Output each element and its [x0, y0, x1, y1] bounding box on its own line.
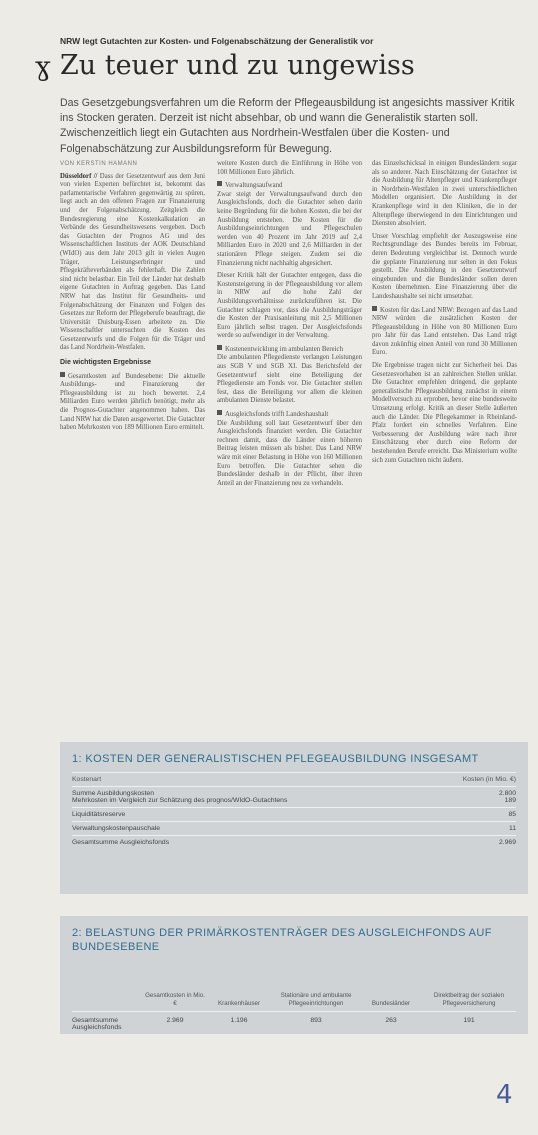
square-bullet-icon	[217, 410, 222, 415]
subheading: Die wichtigsten Ergebnisse	[60, 359, 152, 367]
table-cell: 2.969	[166, 1017, 184, 1024]
article-headline: Zu teuer und zu ungewiss	[60, 50, 415, 81]
bullet-item: Kosten für das Land NRW: Bezogen auf das Land NRW würden die zusätzlichen Kosten der Pflegeausbildung in Höhe von 80 Millionen Euro pro Jahr für das Land entstehen. Das Land trägt davon zukünftig einen Anteil von rund 30 Millionen Euro.	[372, 306, 517, 357]
square-bullet-icon	[372, 306, 377, 311]
table-cell: 191	[463, 1017, 475, 1024]
cost-table	[72, 772, 516, 849]
paragraph: das Einzelschicksal in einigen Bundesländern sogar als so anderer. Nach Einschätzung der Gutachter ist die Ausbildung für Altenpfleger und Krankenpfleger in Nordrhein-Westfalen in zwei unterschiedlichen Modellen organisiert. Die Ausbildung in der Krankenpflege wird in den Kliniken, die in der Altenpflege überwiegend in den Einrichtungen und Diensten absolviert.	[372, 160, 517, 228]
byline: VON KERSTIN HAMANN	[60, 161, 138, 167]
article-lead: Das Gesetzgebungsverfahren um die Reform der Pflegeausbildung ist angesichts massiver Kritik ins Stocken geraten. Derzeit ist nicht absehbar, ob und wann die Generalistik starten soll. Zwischenzeitlich liegt ein Gutachten aus Nordrhein-Westfalen über die Kosten- und Folgenabschätzung zur Ausbildungsreform für Bewegung.	[60, 97, 515, 155]
article-column-1	[60, 160, 205, 715]
header-cell: Gesamtkosten in Mio. €	[145, 992, 205, 1007]
table-cell: 263	[385, 1017, 397, 1024]
table-row: Verwaltungskostenpauschale 11	[72, 821, 516, 835]
table-cell: 893	[310, 1017, 322, 1024]
header-cell: Direktbeitrag der sozialen Pflegeversicherung	[433, 992, 505, 1007]
square-bullet-icon	[217, 345, 222, 350]
row-label: Gesamtsumme Ausgleichsfonds	[72, 1017, 122, 1031]
table-cell: 1.196	[230, 1017, 248, 1024]
bullet-item: Gesamtkosten auf Bundesebene: Die aktuelle Ausbildungs- und Finanzierung der Pflegeausbildung ist zu hoch bewertet. 2,4 Milliarden Euro werden jährlich benötigt, mehr als die Prognos-Gutachter angenommen haben. Das Land NRW hat die Daten ausgewertet. Die Gutachter haben Mehrkosten von 189 Millionen Euro ermittelt.	[60, 372, 205, 432]
cost-table-box	[60, 742, 528, 894]
burden-table-box	[60, 916, 528, 1034]
square-bullet-icon	[60, 372, 65, 377]
burden-table	[72, 968, 516, 1031]
table-title: 1: KOSTEN DER GENERALISTISCHEN PFLEGEAUSBILDUNG INSGESAMT	[72, 753, 479, 765]
paragraph: Die Ergebnisse tragen nicht zur Sicherheit bei. Das Gesetzesvorhaben ist an zahlreichen Stellen unklar. Die Gutachter empfehlen dringend, die geplante generalistische Pflegeausbildung zunächst in einem Modellversuch zu erproben, bevor eine bundesweite Umsetzung erfolgt. Kritik an dieser Stelle äußerten auch die Länder. Die Pflegekammer in Rheinland-Pfalz fordert ein schnelles Verfahren. Eine Verbesserung der Ausbildung wäre nach ihrer Einschätzung eher durch eine Reform der bestehenden Berufe erreicht. Das Ministerium wollte sich zum Gutachten nicht äußern.	[372, 362, 517, 464]
bullet-item: Verwaltungsaufwand Zwar steigt der Verwaltungsaufwand durch den Ausgleichsfonds, doch die Gutachter sehen darin keine Begründung für die hohen Kosten, die bei der Ausbildung entstehen. Die Kosten für die Ausbildungseinrichtungen und Pflegeschulen werden von 40 Prozent im Jahr 2019 auf 2,4 Milliarden Euro in 2020 und 2,6 Milliarden in der stationären Pflege steigen. Zudem sei die Finanzierung nicht nachhaltig abgesichert.	[217, 182, 362, 267]
bullet-item: Kostenentwicklung im ambulanten Bereich Die ambulanten Pflegedienste verlangen Leistungen aus SGB V und SGB XI. Das Berichtsfeld der Gesetzentwurf sieht eine Beteiligung der Pflegedienste am Fonds vor. Die Gutachter stellen fest, dass die Beteiligung vor allem die kleinen ambulanten Dienste belastet.	[217, 345, 362, 405]
table-row: Liquiditätsreserve 85	[72, 807, 516, 821]
article-column-2	[217, 160, 362, 715]
article-column-3	[372, 160, 517, 715]
header-cell	[72, 968, 144, 1008]
paragraph: Unser Vorschlag empfiehlt der Auszugsweise eine Rechtsgrundlage des Bundes bereits im Februar, deren Bedeutung vergleichbar ist. Dennoch wurde die geplante Finanzierung nur selten in den Fokus gestellt. Die Ausbildung in den Gesetzentwurf eingebunden und die Bundesländer sollen deren Kosten übernehmen. Eine Finanzierung über die Landeshaushalte sei nicht umsetzbar.	[372, 232, 517, 300]
handwritten-page-number: 4	[496, 1080, 513, 1110]
header-cell: Kosten (in Mio. €)	[462, 776, 516, 783]
square-bullet-icon	[217, 181, 222, 186]
header-cell: Kostenart	[72, 776, 102, 783]
table-header-row	[72, 968, 516, 1008]
table-row: Gesamtsumme Ausgleichsfonds 2.969	[72, 835, 516, 849]
paragraph: Dieser Kritik hält der Gutachter entgegen, dass die Kostensteigerung in der Pflegeausbildung vor allem in NRW auf die hohe Zahl der Ausbildungsverhältnisse zurückzuführen ist. Die Gutachter schlagen vor, dass die Ausbildungsträger die Kosten der Praxisanleitung mit 2,5 Millionen Euro jährlich selbst tragen. Der Ausgleichsfonds werde so aufwendiger in der Verwaltung.	[217, 272, 362, 340]
paragraph: weitere Kosten durch die Einführung in Höhe von 100 Millionen Euro jährlich.	[217, 160, 362, 176]
table-row	[72, 1011, 516, 1031]
table-header-row	[72, 772, 516, 786]
hook-mark-icon: ɣ	[35, 52, 51, 82]
bullet-item: Ausgleichsfonds trifft Landeshaushalt Die Ausbildung soll laut Gesetzentwurf über den Ausgleichsfonds finanziert werden. Die Gutachter rechnen damit, dass die Länder einen höheren Beitrag leisten müssen als bisher. Das Land NRW wäre mit einer Belastung in Höhe von 160 Millionen Euro betroffen. Die Gutachter sehen die Bundesländer deshalb in der Pflicht, über ihren Anteil an der Finanzierung neu zu verhandeln.	[217, 411, 362, 487]
paragraph: Düsseldorf // Dass der Gesetzentwurf aus dem Juni von vielen Experten befürchtet ist, bekommt das parlamentarische Verfahren gegenwärtig zu spüren, liegt auch an den offenen Fragen zur Finanzierung und der Folgenabschätzung. Zeitgleich die Bundesregierung eine Kostenkalkulation an Verbände des Gesundheitswesens vergeben. Doch das Gutachten der Prognos AG und des Wissenschaftlichen Instituts der AOK Deutschland (WIdO) aus dem Jahr 2013 gilt in vielen Augen Träger, Leistungserbringer und Pflegekräfteverbänden als fehlerhaft. Die Zahlen sind nicht belastbar. Ein Teil der Länder hat deshalb eigene Gutachten in Auftrag gegeben. Das Land NRW hat das Institut für Gesundheits- und Folgenabschätzung der Finanzen und Folgen des Gesetzes zur Reform der Pflegeberufe beauftragt, die Universität Duisburg-Essen arbeitete zu. Die Wissenschaftler untersuchten die Kosten des Gesetzentwurfs und die Folgen für die Träger und das Land Nordrhein-Westfalen.	[60, 172, 205, 352]
dateline: Düsseldorf //	[60, 172, 98, 180]
header-cell: Bundesländer	[371, 1000, 411, 1007]
table-title: 2: BELASTUNG DER PRIMÄRKOSTENTRÄGER DES AUSGLEICHFONDS AUF BUNDESEBENE	[72, 927, 492, 953]
article-kicker: NRW legt Gutachten zur Kosten- und Folgenabschätzung der Generalistik vor	[60, 36, 374, 46]
header-cell: Krankenhäuser	[218, 1000, 260, 1007]
table-row: Summe Ausbildungskosten 2.800 Mehrkosten im Vergleich zur Schätzung des prognos/WIdO-Gutachtens 189	[72, 786, 516, 807]
header-cell: Stationäre und ambulante Pflegeeinrichtungen	[280, 992, 352, 1007]
